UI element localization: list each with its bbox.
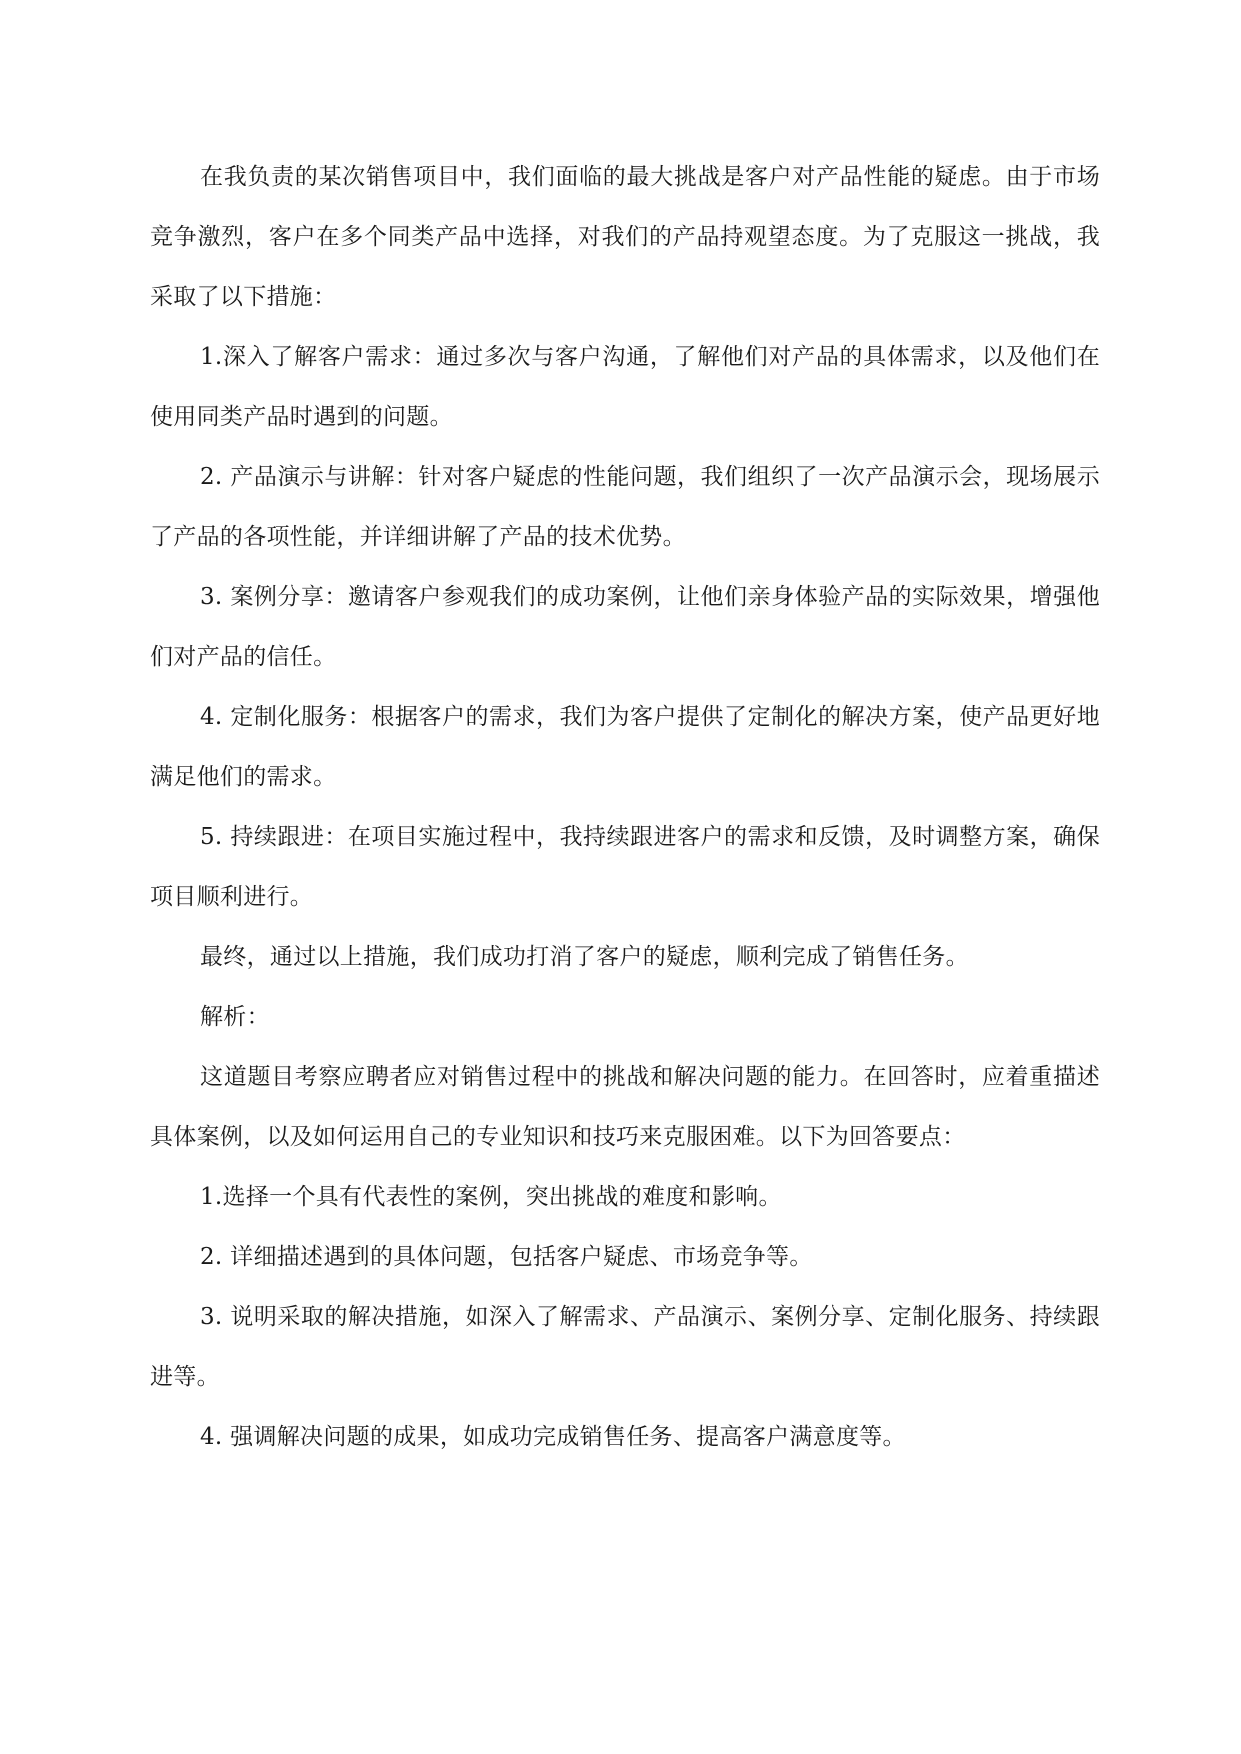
- paragraph-measure-5: 5. 持续跟进：在项目实施过程中，我持续跟进客户的需求和反馈，及时调整方案，确保项目顺利进行。: [150, 824, 1100, 910]
- paragraph-conclusion: 最终，通过以上措施，我们成功打消了客户的疑虑，顺利完成了销售任务。: [200, 944, 969, 970]
- paragraph-measure-1: 1.深入了解客户需求：通过多次与客户沟通，了解他们对产品的具体需求，以及他们在使用同类产品时遇到的问题。: [150, 344, 1100, 430]
- paragraph-point-1: 1.选择一个具有代表性的案例，突出挑战的难度和影响。: [200, 1184, 782, 1210]
- paragraph-measure-2: 2. 产品演示与讲解：针对客户疑虑的性能问题，我们组织了一次产品演示会，现场展示了产品的各项性能，并详细讲解了产品的技术优势。: [150, 464, 1100, 550]
- paragraph-point-2: 2. 详细描述遇到的具体问题，包括客户疑虑、市场竞争等。: [200, 1244, 813, 1270]
- paragraph-measure-4: 4. 定制化服务：根据客户的需求，我们为客户提供了定制化的解决方案，使产品更好地满足他们的需求。: [150, 704, 1100, 790]
- document-body: [150, 147, 1100, 1467]
- paragraph-point-4: 4. 强调解决问题的成果，如成功完成销售任务、提高客户满意度等。: [200, 1424, 906, 1450]
- paragraph-analysis-body: 这道题目考察应聘者应对销售过程中的挑战和解决问题的能力。在回答时，应着重描述具体案例，以及如何运用自己的专业知识和技巧来克服困难。以下为回答要点：: [150, 1064, 1100, 1150]
- paragraph-analysis-heading: 解析：: [200, 1004, 270, 1030]
- paragraph-intro: 在我负责的某次销售项目中，我们面临的最大挑战是客户对产品性能的疑虑。由于市场竞争激烈，客户在多个同类产品中选择，对我们的产品持观望态度。为了克服这一挑战，我采取了以下措施：: [150, 164, 1100, 310]
- paragraph-point-3: 3. 说明采取的解决措施，如深入了解需求、产品演示、案例分享、定制化服务、持续跟进等。: [150, 1304, 1100, 1390]
- paragraph-measure-3: 3. 案例分享：邀请客户参观我们的成功案例，让他们亲身体验产品的实际效果，增强他们对产品的信任。: [150, 584, 1100, 670]
